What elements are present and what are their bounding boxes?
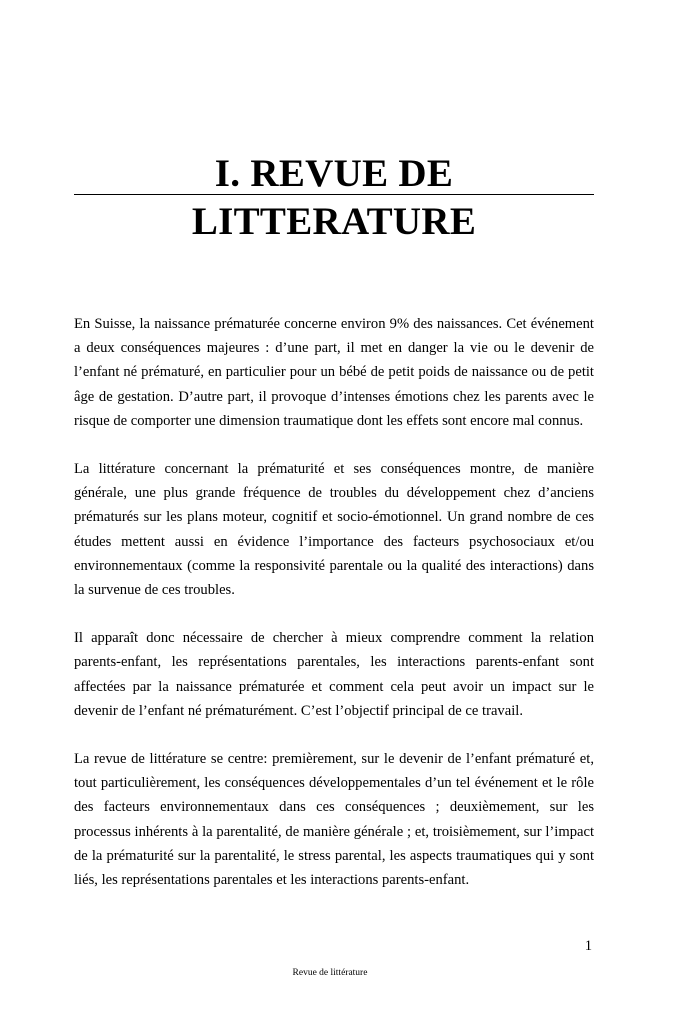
paragraph-3: Il apparaît donc nécessaire de chercher à mieux comprendre comment la relation parents-enfant, les représentations parentales, les interactions parents-enfant sont affectées par la naissance prématurée et comment cela peut avoir un impact sur le devenir de l’enfant né prématurément. C’est l’objectif principal de ce travail.: [74, 630, 594, 719]
page-footer: Revue de littérature: [292, 968, 368, 978]
paragraph-4: La revue de littérature se centre: premièrement, sur le devenir de l’enfant prématuré et, tout particulièrement, les conséquences développementales d’un tel événement et le rôle des facteurs environnementaux dans ces conséquences ; deuxièmement, sur les processus inhérents à la parentalité, de manière générale ; et, troisièmement, sur l’impact de la prématurité sur la parentalité, le stress parental, les aspects traumatiques qui y sont liés, les représentations parentales et les interactions parents-enfant.: [74, 751, 594, 889]
paragraph-2: La littérature concernant la prématurité et ses conséquences montre, de manière générale, une plus grande fréquence de troubles du développement chez d’anciens prématurés sur les plans moteur, cognitif et socio-émotionnel. Un grand nombre de ces études mettent aussi en évidence l’importance des facteurs psychosociaux et/ou environnementaux (comme la responsivité parentale ou la qualité des interactions) dans la survenue de ces troubles.: [74, 461, 594, 599]
page-number: 1: [584, 938, 592, 954]
page-title: I. REVUE DE LITTERATURE: [191, 152, 477, 243]
body-text: [74, 312, 594, 916]
paragraph-1: En Suisse, la naissance prématurée concerne environ 9% des naissances. Cet événement a deux conséquences majeures : d’une part, il met en danger la vie ou le devenir de l’enfant né prématuré, en particulier pour un bébé de petit poids de naissance ou de petit âge de gestation. D’autre part, il provoque d’intenses émotions chez les parents avec le risque de comporter une dimension traumatique dont les effets sont encore mal connus.: [74, 316, 594, 429]
title-underline: [74, 194, 594, 195]
